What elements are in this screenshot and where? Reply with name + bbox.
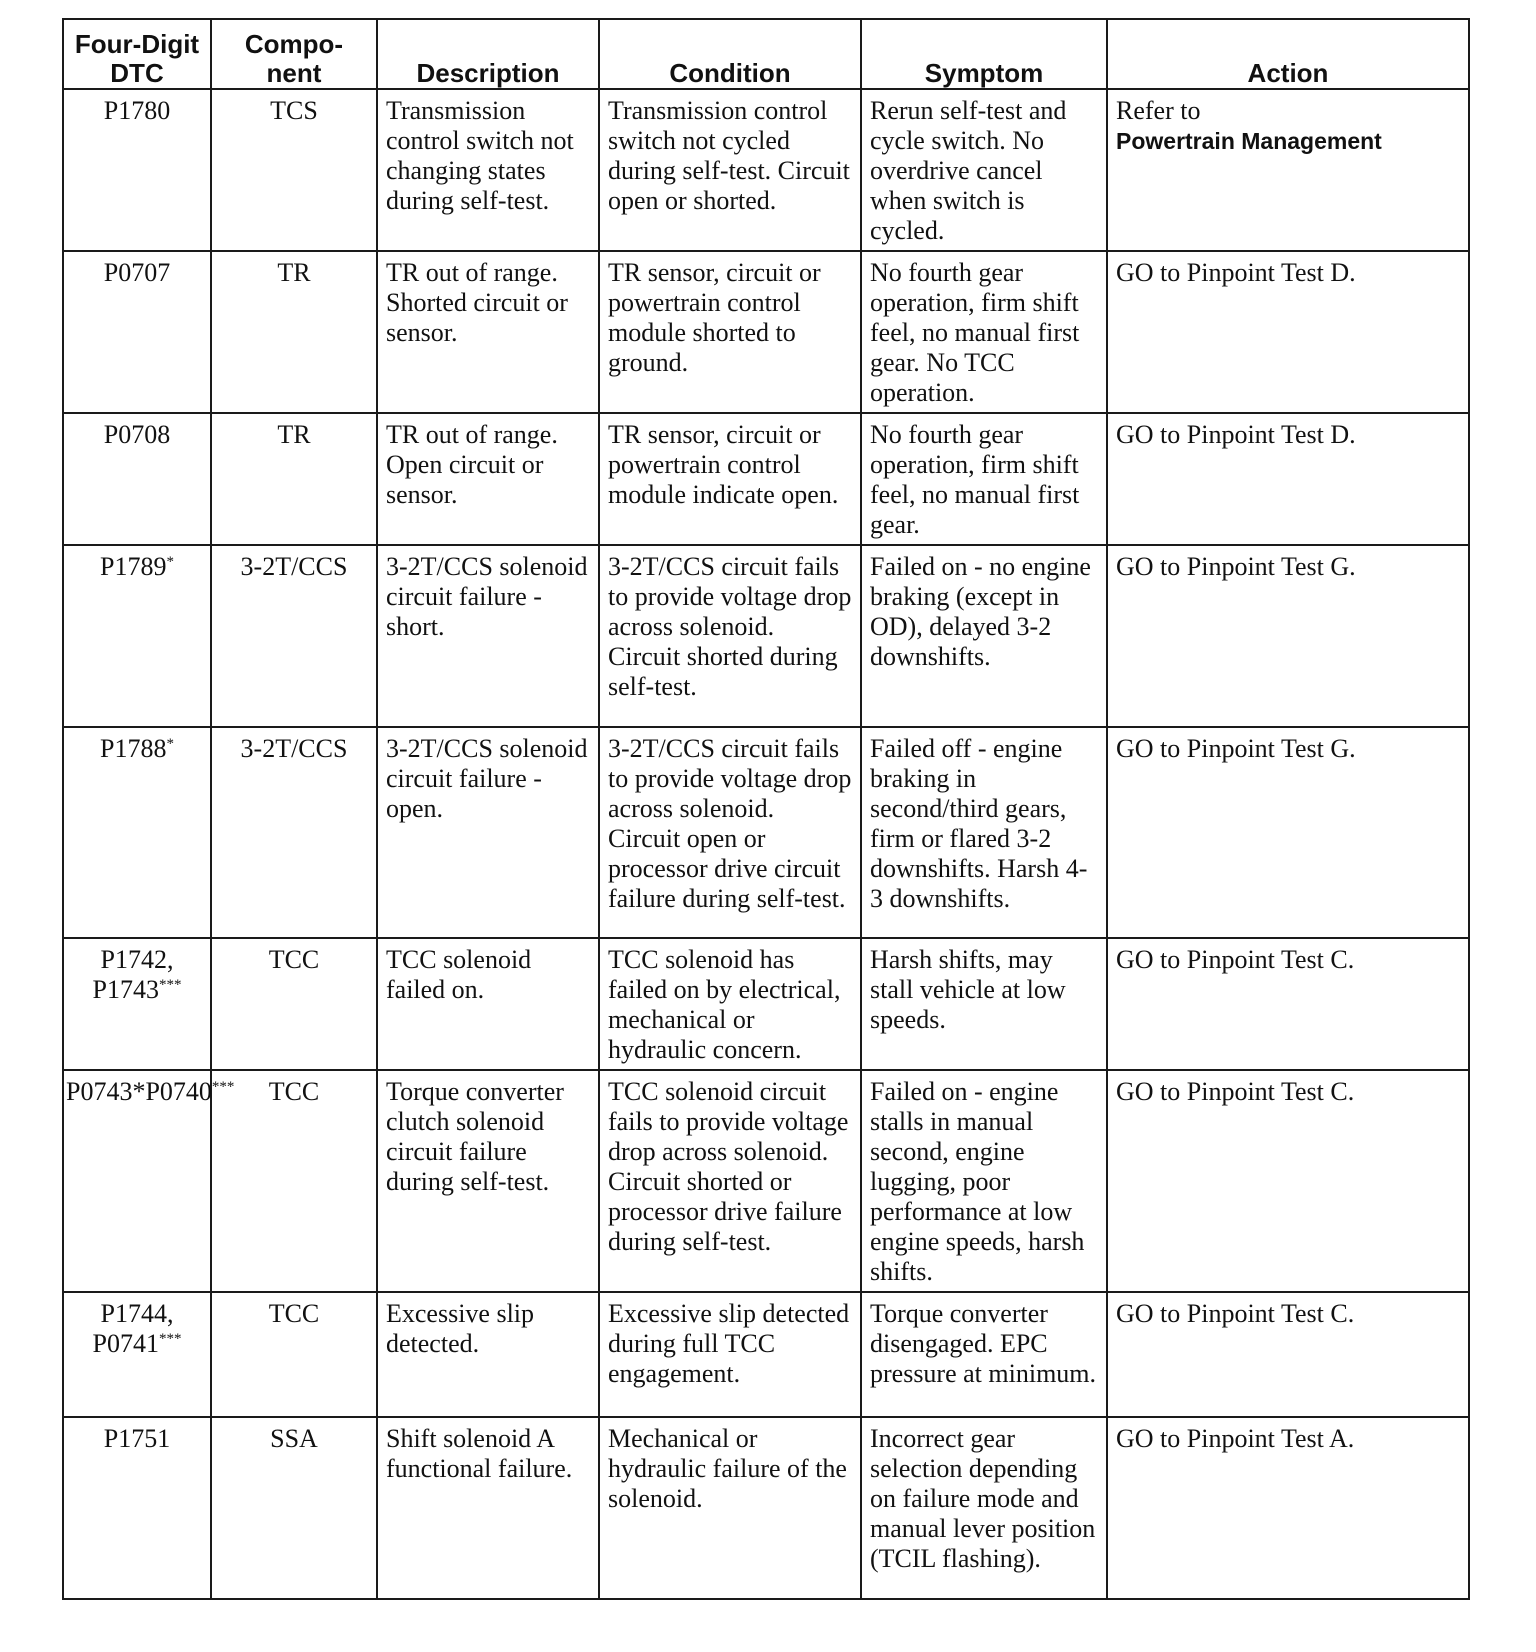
action: GO to Pinpoint Test C. <box>1107 1292 1469 1417</box>
action: GO to Pinpoint Test D. <box>1107 413 1469 545</box>
dtc-code: P0743*P0740 <box>66 1077 212 1106</box>
header-action: Action <box>1107 19 1469 89</box>
dtc-footnote-mark: *** <box>158 977 182 993</box>
condition: TCC solenoid circuit fails to provide voltage drop across solenoid. Circuit shorted or processor drive failure during self-test. <box>599 1070 861 1292</box>
description: Excessive slip detected. <box>377 1292 599 1417</box>
symptom: Failed on - no engine braking (except in OD), delayed 3-2 downshifts. <box>861 545 1107 727</box>
header-row <box>63 19 1469 89</box>
dtc-footnote-mark: *** <box>158 1331 182 1347</box>
dtc-code-cell <box>63 938 211 1070</box>
table-row <box>63 251 1469 413</box>
symptom: Incorrect gear selection depending on failure mode and manual lever position (TCIL flashing). <box>861 1417 1107 1599</box>
dtc-footnote-mark: * <box>166 554 174 570</box>
header-description: Description <box>377 19 599 89</box>
dtc-code-cell <box>63 1417 211 1599</box>
dtc-code: P0708 <box>103 420 171 449</box>
condition: Transmission control switch not cycled during self-test. Circuit open or shorted. <box>599 89 861 251</box>
symptom: Torque converter disengaged. EPC pressure at minimum. <box>861 1292 1107 1417</box>
description: 3-2T/CCS solenoid circuit failure - short. <box>377 545 599 727</box>
condition: 3-2T/CCS circuit fails to provide voltage drop across solenoid. Circuit open or processor drive circuit failure during self-test. <box>599 727 861 938</box>
component: TCC <box>211 1292 377 1417</box>
dtc-footnote-mark: * <box>166 736 174 752</box>
symptom: Rerun self-test and cycle switch. No overdrive cancel when switch is cycled. <box>861 89 1107 251</box>
table-row <box>63 413 1469 545</box>
dtc-code-cell <box>63 413 211 545</box>
condition: TR sensor, circuit or powertrain control module indicate open. <box>599 413 861 545</box>
action: GO to Pinpoint Test G. <box>1107 545 1469 727</box>
symptom: Harsh shifts, may stall vehicle at low speeds. <box>861 938 1107 1070</box>
symptom: Failed on - engine stalls in manual second, engine lugging, poor performance at low engine speeds, harsh shifts. <box>861 1070 1107 1292</box>
action: GO to Pinpoint Test G. <box>1107 727 1469 938</box>
table-row <box>63 727 1469 938</box>
table-row <box>63 89 1469 251</box>
dtc-code-cell <box>63 545 211 727</box>
component: TR <box>211 251 377 413</box>
dtc-code-cell <box>63 1070 235 1292</box>
action: Refer to <box>1116 96 1201 125</box>
dtc-code: P1780 <box>103 96 171 125</box>
dtc-table <box>62 18 1470 1600</box>
symptom: Failed off - engine braking in second/third gears, firm or flared 3-2 downshifts. Harsh 4-3 downshifts. <box>861 727 1107 938</box>
table-row <box>63 1070 1469 1292</box>
dtc-code: P1744, P0741 <box>92 1299 174 1358</box>
dtc-code-cell <box>63 89 211 251</box>
header-component: Compo- nent <box>211 19 377 89</box>
symptom: No fourth gear operation, firm shift feel, no manual first gear. No TCC operation. <box>861 251 1107 413</box>
table-row <box>63 545 1469 727</box>
component: 3-2T/CCS <box>211 545 377 727</box>
dtc-code-cell <box>63 1292 211 1417</box>
table-row <box>63 1417 1469 1599</box>
description: Transmission control switch not changing states during self-test. <box>377 89 599 251</box>
dtc-code-cell <box>63 251 211 413</box>
table-row <box>63 1292 1469 1417</box>
action: GO to Pinpoint Test C. <box>1107 938 1469 1070</box>
dtc-code-cell <box>63 727 211 938</box>
description: Torque converter clutch solenoid circuit failure during self-test. <box>377 1070 599 1292</box>
header-condition: Condition <box>599 19 861 89</box>
action: GO to Pinpoint Test D. <box>1107 251 1469 413</box>
dtc-code: P1751 <box>103 1424 171 1453</box>
symptom: No fourth gear operation, firm shift feel, no manual first gear. <box>861 413 1107 545</box>
component: 3-2T/CCS <box>211 727 377 938</box>
dtc-footnote-mark: *** <box>211 1079 235 1095</box>
component: SSA <box>211 1417 377 1599</box>
condition: TR sensor, circuit or powertrain control module shorted to ground. <box>599 251 861 413</box>
header-symptom: Symptom <box>861 19 1107 89</box>
action-cell <box>1107 89 1469 251</box>
dtc-code: P1789 <box>100 552 167 581</box>
component: TCC <box>211 938 377 1070</box>
action: GO to Pinpoint Test A. <box>1107 1417 1469 1599</box>
description: 3-2T/CCS solenoid circuit failure - open. <box>377 727 599 938</box>
description: Shift solenoid A functional failure. <box>377 1417 599 1599</box>
header-four-digit-dtc: Four-Digit DTC <box>63 19 211 89</box>
dtc-code: P1788 <box>100 734 167 763</box>
condition: Mechanical or hydraulic failure of the solenoid. <box>599 1417 861 1599</box>
component: TR <box>211 413 377 545</box>
dtc-code: P0707 <box>103 258 171 287</box>
condition: Excessive slip detected during full TCC engagement. <box>599 1292 861 1417</box>
action-reference: Powertrain Management <box>1116 128 1382 154</box>
condition: 3-2T/CCS circuit fails to provide voltage drop across solenoid. Circuit shorted during self-test. <box>599 545 861 727</box>
component: TCC <box>211 1070 377 1292</box>
description: TR out of range. Open circuit or sensor. <box>377 413 599 545</box>
table-row <box>63 938 1469 1070</box>
description: TCC solenoid failed on. <box>377 938 599 1070</box>
description: TR out of range. Shorted circuit or sensor. <box>377 251 599 413</box>
component: TCS <box>211 89 377 251</box>
condition: TCC solenoid has failed on by electrical, mechanical or hydraulic concern. <box>599 938 861 1070</box>
action: GO to Pinpoint Test C. <box>1107 1070 1469 1292</box>
dtc-code: P1742, P1743 <box>92 945 174 1004</box>
